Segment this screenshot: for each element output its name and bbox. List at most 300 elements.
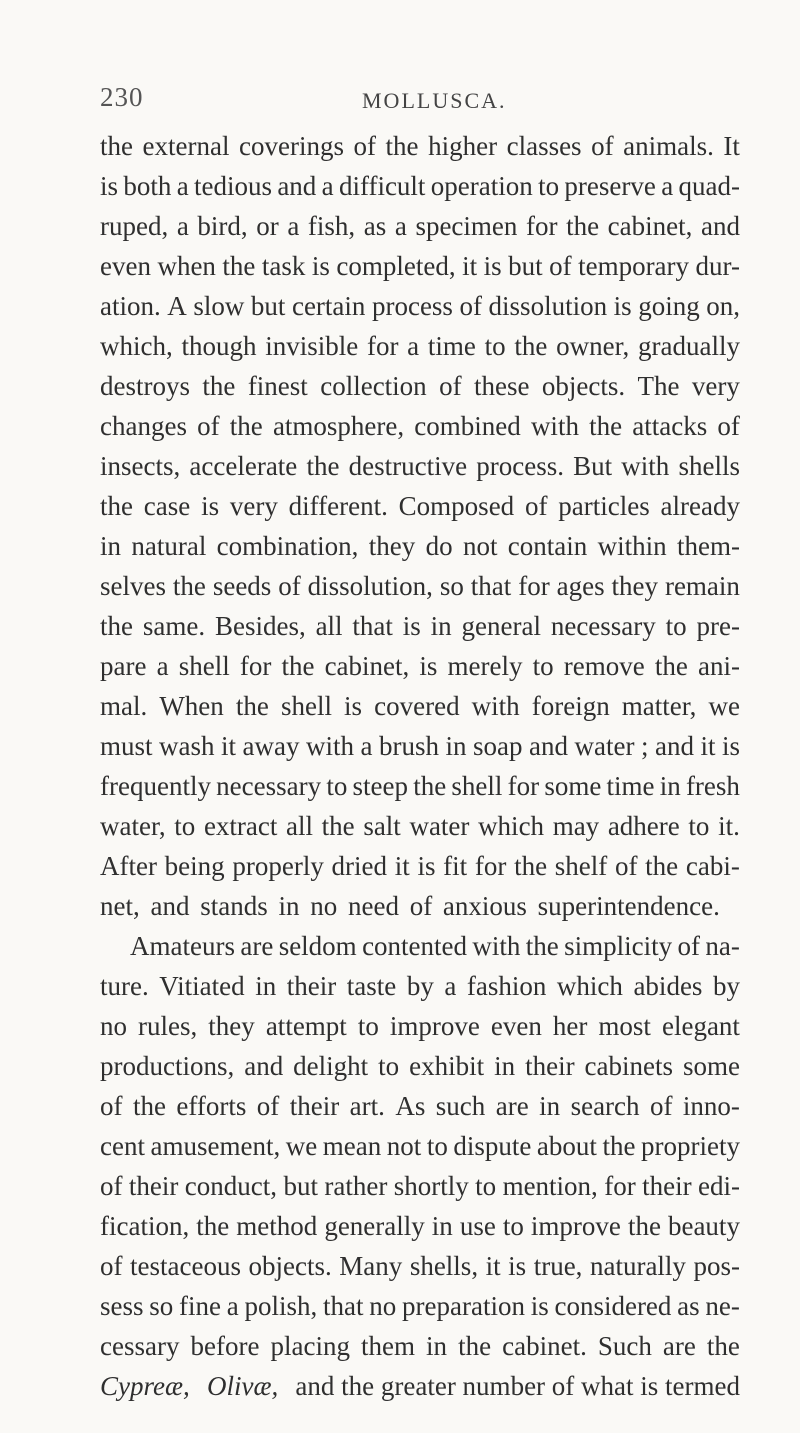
text-line: [100, 486, 740, 526]
word: away: [242, 731, 300, 761]
word: simplicity: [564, 931, 673, 961]
word: even: [100, 251, 151, 281]
word: is: [508, 1251, 527, 1281]
word: the: [100, 131, 133, 161]
word: Such: [597, 1331, 652, 1361]
word: placing: [270, 1331, 350, 1361]
word: no: [100, 1011, 127, 1041]
word: destroys: [100, 371, 190, 401]
word: dissolution: [488, 291, 608, 321]
word: improve: [389, 1011, 480, 1041]
word: water: [409, 811, 470, 841]
word: of: [591, 131, 614, 161]
word: is: [419, 651, 438, 681]
word: naturally: [589, 1251, 686, 1281]
word: the: [281, 651, 315, 681]
text-line: [100, 1206, 740, 1246]
word: collection: [320, 371, 427, 401]
word: within: [597, 531, 667, 561]
text-line: net, and stands in no need of anxious superintendence.: [100, 891, 720, 921]
word: to: [502, 1211, 524, 1241]
word: they: [208, 1011, 255, 1041]
word: of: [439, 371, 462, 401]
word: of: [649, 1091, 673, 1121]
word: in: [539, 1091, 561, 1121]
word: task: [261, 251, 306, 281]
text-line: [100, 286, 740, 326]
text-line: [100, 846, 740, 886]
text-line: [100, 1086, 740, 1126]
genus-olivae: Olivæ,: [206, 1371, 279, 1401]
word: cabinet,: [607, 211, 693, 241]
word: the: [385, 131, 419, 161]
word: are: [495, 1091, 529, 1121]
word: both: [123, 171, 172, 201]
word: conduct,: [184, 1171, 278, 1201]
word: art.: [349, 1091, 385, 1121]
word: it: [462, 251, 478, 281]
word: objects.: [248, 1251, 332, 1281]
word: very: [229, 491, 278, 521]
word: and: [529, 731, 568, 761]
text-line: [100, 926, 740, 966]
word: to: [538, 171, 560, 201]
word: necessary: [216, 771, 322, 801]
word: with: [306, 731, 355, 761]
last-text-line: [100, 1366, 740, 1406]
text-line: [100, 1166, 740, 1206]
word: it.: [718, 811, 740, 841]
word: for: [518, 571, 550, 601]
word: in: [445, 731, 467, 761]
word: contain: [507, 531, 588, 561]
word: a: [176, 211, 189, 241]
word: mean: [322, 1131, 382, 1161]
word: matter,: [621, 691, 697, 721]
word: beauty: [667, 1211, 740, 1241]
word: pos-: [693, 1251, 740, 1281]
word: But: [573, 451, 613, 481]
word: dried: [331, 851, 388, 881]
word: different.: [288, 491, 388, 521]
word: them: [361, 1331, 415, 1361]
word: efforts: [176, 1091, 247, 1121]
word: shortly: [393, 1171, 469, 1201]
word: the: [196, 1211, 230, 1241]
word: the: [566, 211, 600, 241]
word: of: [717, 411, 740, 441]
word: the: [645, 851, 679, 881]
word: in: [255, 971, 277, 1001]
word: is: [344, 691, 363, 721]
word: sess: [100, 1291, 144, 1321]
word: seldom: [278, 931, 357, 961]
word: rather: [324, 1171, 388, 1201]
word: their: [286, 971, 337, 1001]
word: the: [654, 651, 688, 681]
word: rules,: [138, 1011, 198, 1041]
word: elegant: [661, 1011, 740, 1041]
word: of: [549, 251, 572, 281]
word: taste: [346, 971, 397, 1001]
word: which: [478, 811, 545, 841]
word: it: [485, 1251, 501, 1281]
word: the: [202, 371, 236, 401]
word: brush: [379, 731, 439, 761]
word: cent: [100, 1131, 145, 1161]
word: shell: [280, 691, 332, 721]
text-line: [100, 966, 740, 1006]
word: as: [363, 211, 387, 241]
word: seeds: [212, 571, 272, 601]
word: ruped,: [100, 211, 169, 241]
text-line: [100, 406, 740, 446]
word: which,: [100, 331, 173, 361]
word: their: [525, 1051, 575, 1081]
text-line: [100, 166, 740, 206]
word: of: [677, 931, 701, 961]
word: Amateurs: [130, 931, 235, 961]
word: no: [369, 1291, 397, 1321]
word: of: [353, 131, 377, 161]
word: mal.: [100, 691, 148, 721]
word: particles: [558, 491, 650, 521]
text-line: [100, 1326, 740, 1366]
word: When: [159, 691, 224, 721]
word: that: [470, 571, 512, 601]
word: such: [435, 1091, 486, 1121]
word: dissolution,: [307, 571, 433, 601]
word: of: [278, 571, 301, 601]
word: preserve: [564, 171, 656, 201]
word: ne-: [705, 1291, 740, 1321]
word: not: [462, 531, 498, 561]
word: changes: [100, 411, 187, 441]
word: though: [181, 331, 257, 361]
word: the: [321, 811, 355, 841]
word: steep: [352, 771, 409, 801]
word: method: [236, 1211, 318, 1241]
text-line: [100, 1246, 740, 1286]
word: water: [574, 731, 635, 761]
word: temporary: [578, 251, 690, 281]
word: productions,: [100, 1051, 235, 1081]
word: not: [386, 1131, 422, 1161]
word: exhibit: [409, 1051, 485, 1081]
word: delight: [293, 1051, 369, 1081]
text-line: [100, 1126, 740, 1166]
word: generally: [324, 1211, 425, 1241]
word: the: [706, 1331, 740, 1361]
word: ation.: [100, 291, 161, 321]
word: of: [100, 1251, 123, 1281]
word: mention,: [502, 1171, 598, 1201]
word: testaceous: [130, 1251, 241, 1281]
text-line: [100, 566, 740, 606]
word: but: [250, 291, 286, 321]
word: The: [637, 371, 680, 401]
word: it: [394, 851, 410, 881]
word: going: [638, 291, 700, 321]
word: search: [570, 1091, 640, 1121]
word: objects.: [541, 371, 626, 401]
word: process: [371, 291, 453, 321]
word: remain: [664, 571, 740, 601]
word: time: [427, 331, 476, 361]
word: already: [660, 491, 740, 521]
text-line: [100, 126, 740, 166]
word: even: [490, 1011, 542, 1041]
word: shell: [451, 771, 503, 801]
word: we: [285, 1131, 318, 1161]
word: so: [439, 571, 464, 601]
text-line: [100, 1286, 740, 1326]
word: to: [378, 1051, 400, 1081]
word: the: [458, 1331, 492, 1361]
word: salt: [363, 811, 401, 841]
word: are: [662, 1331, 696, 1361]
word: amusement,: [150, 1131, 281, 1161]
word: specimen: [415, 211, 518, 241]
word: necessary: [550, 611, 656, 641]
text-line: [100, 646, 740, 686]
word: combined: [414, 411, 521, 441]
word: water,: [100, 811, 166, 841]
word: we: [708, 691, 740, 721]
text-line: [100, 686, 740, 726]
word: to: [484, 331, 506, 361]
word: accelerate: [189, 451, 298, 481]
word: contented: [362, 931, 468, 961]
word: the: [100, 491, 133, 521]
word: the: [525, 931, 559, 961]
word: properly: [232, 851, 324, 881]
word: a: [407, 331, 420, 361]
word: ani-: [698, 651, 740, 681]
genus-cypreae: Cypreæ,: [100, 1371, 190, 1401]
word: improve: [530, 1211, 621, 1241]
word: the: [306, 451, 340, 481]
word: a: [321, 171, 334, 201]
word: attempt: [265, 1011, 347, 1041]
text-line: [100, 1046, 740, 1086]
word: most: [598, 1011, 651, 1041]
word: certain: [291, 291, 366, 321]
text-line: [100, 526, 740, 566]
body-text: [100, 126, 740, 1406]
word: After: [100, 851, 157, 881]
word: a: [360, 731, 373, 761]
word: their: [128, 1171, 179, 1201]
word: the: [413, 771, 447, 801]
word: quad-: [678, 171, 740, 201]
word: fit: [443, 851, 468, 881]
word: a: [176, 171, 189, 201]
word: must: [100, 731, 153, 761]
word: true,: [533, 1251, 583, 1281]
word: with: [472, 931, 521, 961]
word: of: [459, 291, 482, 321]
word: propriety: [640, 1131, 740, 1161]
word: and: [244, 1051, 284, 1081]
word: of: [100, 1171, 123, 1201]
word: for: [526, 211, 558, 241]
word: destructive: [348, 451, 468, 481]
word: Composed: [398, 491, 515, 521]
word: before: [190, 1331, 260, 1361]
word: the: [235, 691, 269, 721]
word: Besides,: [214, 611, 306, 641]
word: pare: [100, 651, 147, 681]
word: extract: [203, 811, 278, 841]
word: and: [654, 731, 694, 761]
word: difficult: [338, 171, 426, 201]
word: do: [425, 531, 453, 561]
word: it: [221, 731, 237, 761]
word: some: [682, 1051, 740, 1081]
word: to: [532, 651, 554, 681]
word: operation: [430, 171, 533, 201]
word: the: [514, 851, 548, 881]
word: to: [426, 1131, 448, 1161]
word: soap: [473, 731, 523, 761]
word: invisible: [265, 331, 359, 361]
word: ;: [640, 731, 649, 761]
word: is: [483, 251, 502, 281]
word: with: [621, 451, 670, 481]
word: of: [524, 491, 548, 521]
word: owner,: [556, 331, 630, 361]
word: cessary: [100, 1331, 180, 1361]
word: It: [723, 131, 740, 161]
word: and: [277, 171, 317, 201]
word: about: [536, 1131, 597, 1161]
word: process.: [476, 451, 564, 481]
word: inno-: [682, 1091, 740, 1121]
word: all: [286, 811, 314, 841]
word: to: [357, 1011, 379, 1041]
word: preparation: [402, 1291, 525, 1321]
word: for: [366, 331, 399, 361]
text-line: [100, 1006, 740, 1046]
word: As: [395, 1091, 426, 1121]
text-line: [100, 806, 740, 846]
word: completed,: [336, 251, 456, 281]
word: of: [197, 411, 220, 441]
word: when: [157, 251, 216, 281]
text-line: [100, 446, 740, 486]
text-line: [100, 726, 740, 766]
word: the: [132, 1091, 166, 1121]
word: in: [430, 611, 452, 641]
word: may: [552, 811, 600, 841]
word: for: [604, 1171, 636, 1201]
word: is: [721, 731, 740, 761]
text-line: [100, 606, 740, 646]
word: cabinet,: [324, 651, 410, 681]
page-header: [100, 82, 720, 122]
word: is: [530, 1291, 549, 1321]
word: to: [688, 811, 710, 841]
word: is: [613, 291, 632, 321]
word: with: [530, 411, 579, 441]
word: for: [239, 651, 272, 681]
word: remove: [563, 651, 645, 681]
word: some: [544, 771, 602, 801]
word: covered: [374, 691, 460, 721]
word: but: [508, 251, 543, 281]
word: their: [642, 1171, 692, 1201]
word: all: [315, 611, 343, 641]
word: fine: [179, 1291, 222, 1321]
word: frequently: [100, 771, 211, 801]
word: abides: [633, 971, 703, 1001]
word: pre-: [696, 611, 740, 641]
word: A: [167, 291, 187, 321]
word: time: [606, 771, 655, 801]
word: animals.: [623, 131, 714, 161]
running-title: MOLLUSCA.: [362, 88, 507, 113]
word: in: [494, 1051, 516, 1081]
word: they: [368, 531, 416, 561]
word: is: [402, 611, 421, 641]
word: Many: [339, 1251, 403, 1281]
word: that: [323, 1291, 364, 1321]
word: higher: [428, 131, 498, 161]
word: merely: [447, 651, 523, 681]
word: is: [201, 491, 220, 521]
word: is: [417, 851, 436, 881]
word: slow: [193, 291, 245, 321]
word: classes: [506, 131, 582, 161]
word: ages: [556, 571, 605, 601]
word: being: [164, 851, 225, 881]
word: them-: [676, 531, 740, 561]
word: in: [426, 1331, 448, 1361]
word: the: [172, 571, 206, 601]
word: fication,: [100, 1211, 190, 1241]
word: finest: [247, 371, 308, 401]
word: cabi-: [685, 851, 740, 881]
word: coverings: [239, 131, 344, 161]
word: their: [289, 1091, 340, 1121]
word: use: [459, 1211, 496, 1241]
word: cabinet.: [502, 1331, 587, 1361]
word: for: [474, 851, 507, 881]
word: dispute: [453, 1131, 532, 1161]
word: tedious: [194, 171, 272, 201]
word: same.: [142, 611, 206, 641]
text-line: [100, 206, 740, 246]
word: the: [514, 331, 548, 361]
word: but: [283, 1171, 318, 1201]
word: a: [661, 171, 674, 201]
word: fresh: [685, 771, 740, 801]
word: general: [461, 611, 541, 641]
word: edi-: [698, 1171, 740, 1201]
word: shell: [178, 651, 230, 681]
text-line: [100, 246, 740, 286]
word: is: [311, 251, 330, 281]
word: foreign: [531, 691, 610, 721]
word: na-: [705, 931, 740, 961]
word: shells: [678, 451, 740, 481]
word: by: [712, 971, 740, 1001]
word: they: [611, 571, 659, 601]
word: these: [474, 371, 530, 401]
word: fish,: [307, 211, 356, 241]
word: to: [475, 1171, 497, 1201]
